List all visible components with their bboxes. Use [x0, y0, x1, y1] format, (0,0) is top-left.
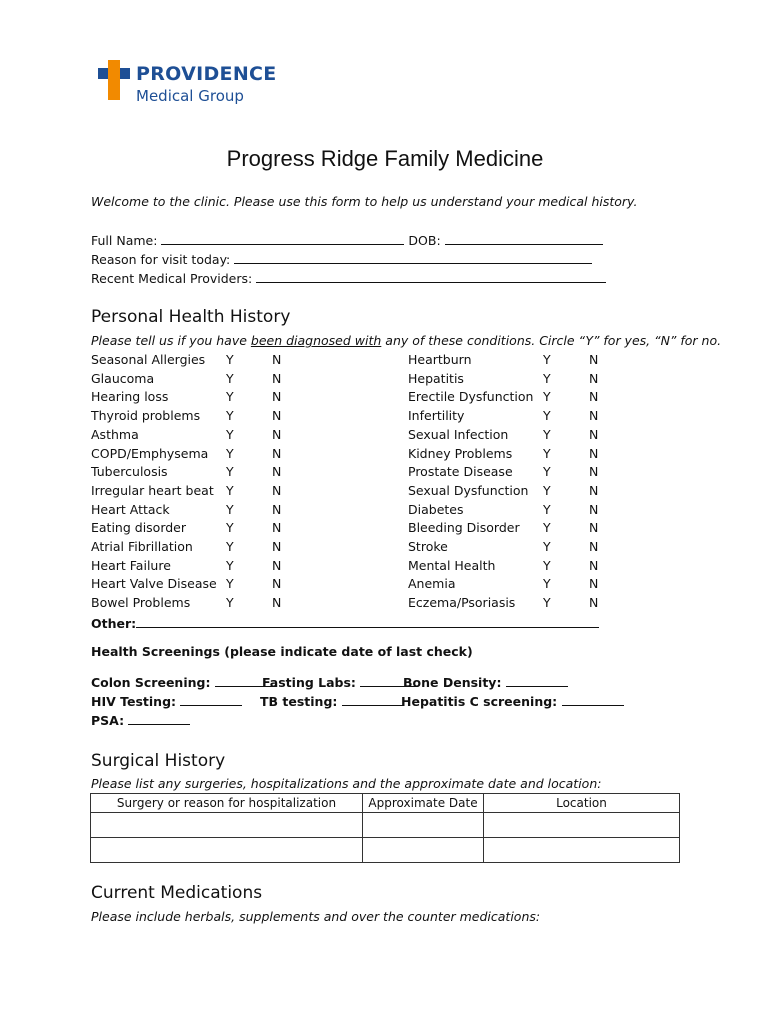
condition-label: Sexual Infection: [408, 426, 509, 442]
yes-option[interactable]: Y: [226, 557, 234, 573]
yes-option[interactable]: Y: [543, 520, 551, 536]
condition-label: Kidney Problems: [408, 445, 513, 461]
condition-row: [91, 595, 411, 614]
logo-subtitle: Medical Group: [136, 87, 244, 105]
condition-label: Hearing loss: [91, 389, 169, 405]
condition-label: Hepatitis: [408, 370, 464, 386]
reason-field[interactable]: [234, 250, 592, 264]
yes-option[interactable]: Y: [226, 595, 234, 611]
hiv-label: HIV Testing:: [91, 694, 177, 709]
table-row: [91, 838, 680, 863]
condition-row: [91, 502, 411, 521]
condition-row: [91, 446, 411, 465]
bone-label: Bone Density:: [403, 675, 502, 690]
condition-label: Irregular heart beat: [91, 482, 214, 498]
no-option[interactable]: N: [589, 520, 599, 536]
condition-row: [408, 576, 728, 595]
yes-option[interactable]: Y: [543, 389, 551, 405]
no-option[interactable]: N: [589, 426, 599, 442]
personal-health-heading: Personal Health History: [91, 307, 291, 327]
yes-option[interactable]: Y: [543, 557, 551, 573]
bone-field[interactable]: [506, 673, 568, 687]
surgical-instruction: Please list any surgeries, hospitalizations and the approximate date and location:: [91, 776, 602, 791]
no-option[interactable]: N: [272, 595, 282, 611]
full-name-row: [91, 231, 603, 248]
yes-option[interactable]: Y: [543, 445, 551, 461]
condition-label: Bleeding Disorder: [408, 520, 520, 536]
no-option[interactable]: N: [272, 464, 282, 480]
condition-row: [408, 558, 728, 577]
yes-option[interactable]: Y: [543, 426, 551, 442]
yes-option[interactable]: Y: [226, 408, 234, 424]
surgical-heading: Surgical History: [91, 751, 226, 771]
tb-field[interactable]: [342, 692, 404, 706]
yes-option[interactable]: Y: [226, 576, 234, 592]
logo-name: PROVIDENCE: [136, 63, 277, 85]
no-option[interactable]: N: [272, 352, 282, 367]
yes-option[interactable]: Y: [226, 445, 234, 461]
no-option[interactable]: N: [272, 426, 282, 442]
welcome-text: Welcome to the clinic. Please use this form to help us understand your medical history.: [91, 194, 638, 209]
yes-option[interactable]: Y: [226, 426, 234, 442]
providers-label: Recent Medical Providers:: [91, 271, 253, 286]
providers-row: [91, 269, 606, 286]
instruction-pre: Please tell us if you have: [91, 333, 251, 348]
condition-label: COPD/Emphysema: [91, 445, 209, 461]
medications-heading: Current Medications: [91, 883, 263, 903]
yes-option[interactable]: Y: [543, 595, 551, 611]
condition-row: [408, 595, 728, 614]
condition-row: [408, 371, 728, 390]
no-option[interactable]: N: [272, 539, 282, 554]
screenings-heading: Health Screenings (please indicate date of last check): [91, 644, 473, 659]
reason-label: Reason for visit today:: [91, 252, 231, 267]
instruction-post: any of these conditions. Circle “Y” for yes, “N” for no.: [381, 333, 722, 348]
no-option[interactable]: N: [589, 389, 599, 405]
full-name-field[interactable]: [161, 231, 404, 245]
hepc-field[interactable]: [562, 692, 624, 706]
no-option[interactable]: N: [589, 464, 599, 480]
surgery-cell[interactable]: [91, 838, 363, 863]
no-option[interactable]: N: [272, 370, 282, 386]
no-option[interactable]: N: [589, 482, 599, 498]
providence-logo: [98, 60, 298, 112]
no-option[interactable]: N: [272, 408, 282, 424]
fasting-row: [262, 673, 418, 690]
condition-label: Atrial Fibrillation: [91, 539, 193, 554]
no-option[interactable]: N: [272, 445, 282, 461]
psa-field[interactable]: [128, 711, 190, 725]
condition-row: [408, 427, 728, 446]
condition-label: Thyroid problems: [91, 408, 201, 424]
no-option[interactable]: N: [589, 445, 599, 461]
dob-field[interactable]: [445, 231, 603, 245]
table-row: [91, 813, 680, 838]
condition-label: Seasonal Allergies: [91, 352, 206, 367]
condition-row: [91, 389, 411, 408]
condition-row: [91, 558, 411, 577]
condition-label: Prostate Disease: [408, 464, 513, 480]
column-header-location: Location: [484, 794, 680, 813]
condition-row: [408, 352, 728, 371]
condition-row: [91, 520, 411, 539]
yes-option[interactable]: Y: [226, 389, 234, 405]
condition-label: Bowel Problems: [91, 595, 191, 611]
no-option[interactable]: N: [589, 352, 599, 367]
no-option[interactable]: N: [589, 595, 599, 611]
no-option[interactable]: N: [589, 576, 599, 592]
condition-label: Tuberculosis: [91, 464, 168, 480]
yes-option[interactable]: Y: [226, 501, 234, 517]
medications-instruction: Please include herbals, supplements and over the counter medications:: [91, 909, 541, 924]
column-header-date: Approximate Date: [363, 794, 484, 813]
no-option[interactable]: N: [589, 539, 599, 554]
yes-option[interactable]: Y: [543, 370, 551, 386]
condition-label: Glaucoma: [91, 370, 155, 386]
no-option[interactable]: N: [589, 408, 599, 424]
yes-option[interactable]: Y: [226, 464, 234, 480]
surgery-cell[interactable]: [91, 813, 363, 838]
yes-option[interactable]: Y: [226, 352, 234, 367]
condition-label: Stroke: [408, 539, 448, 554]
yes-option[interactable]: Y: [226, 370, 234, 386]
no-option[interactable]: N: [589, 557, 599, 573]
reason-row: [91, 250, 592, 267]
colon-row: [91, 673, 277, 690]
condition-row: [91, 464, 411, 483]
yes-option[interactable]: Y: [543, 408, 551, 424]
condition-label: Asthma: [91, 426, 139, 442]
condition-row: [91, 408, 411, 427]
other-row: [91, 614, 599, 631]
cross-icon-center: [108, 68, 120, 79]
tb-row: [260, 692, 404, 709]
no-option[interactable]: N: [272, 482, 282, 498]
condition-row: [408, 502, 728, 521]
full-name-label: Full Name:: [91, 233, 158, 248]
date-cell[interactable]: [363, 838, 484, 863]
condition-label: Erectile Dysfunction: [408, 389, 534, 405]
condition-row: [91, 352, 411, 371]
yes-option[interactable]: Y: [543, 576, 551, 592]
hepc-label: Hepatitis C screening:: [401, 694, 558, 709]
yes-option[interactable]: Y: [543, 352, 551, 367]
condition-row: [408, 483, 728, 502]
condition-label: Heartburn: [408, 352, 472, 367]
no-option[interactable]: N: [272, 557, 282, 573]
condition-label: Sexual Dysfunction: [408, 482, 529, 498]
condition-label: Anemia: [408, 576, 456, 592]
condition-row: [91, 576, 411, 595]
yes-option[interactable]: Y: [543, 482, 551, 498]
condition-row: [408, 520, 728, 539]
no-option[interactable]: N: [272, 520, 282, 536]
surgical-table: [90, 793, 680, 863]
hiv-row: [91, 692, 242, 709]
psa-label: PSA:: [91, 713, 125, 728]
no-option[interactable]: N: [272, 389, 282, 405]
condition-row: [91, 483, 411, 502]
fasting-label: Fasting Labs:: [262, 675, 356, 690]
no-option[interactable]: N: [589, 501, 599, 517]
condition-label: Infertility: [408, 408, 465, 424]
yes-option[interactable]: Y: [543, 501, 551, 517]
personal-health-instruction: [91, 333, 721, 348]
other-field[interactable]: [136, 614, 599, 628]
page-title: Progress Ridge Family Medicine: [226, 146, 544, 171]
condition-row: [408, 464, 728, 483]
condition-label: Eczema/Psoriasis: [408, 595, 516, 611]
dob-label: DOB:: [408, 233, 441, 248]
condition-row: [408, 408, 728, 427]
yes-option[interactable]: Y: [543, 464, 551, 480]
cross-icon: [108, 60, 120, 100]
condition-row: [408, 446, 728, 465]
providers-field[interactable]: [256, 269, 606, 283]
psa-row: [91, 711, 190, 728]
tb-label: TB testing:: [260, 694, 338, 709]
yes-option[interactable]: Y: [226, 482, 234, 498]
yes-option[interactable]: Y: [226, 539, 234, 554]
location-cell[interactable]: [484, 813, 680, 838]
condition-row: [91, 427, 411, 446]
condition-label: Diabetes: [408, 501, 464, 517]
condition-label: Heart Valve Disease: [91, 576, 217, 592]
condition-label: Heart Attack: [91, 501, 170, 517]
colon-label: Colon Screening:: [91, 675, 211, 690]
no-option[interactable]: N: [272, 576, 282, 592]
surgical-table-header: [91, 794, 680, 813]
condition-label: Eating disorder: [91, 520, 187, 536]
condition-row: [408, 389, 728, 408]
no-option[interactable]: N: [272, 501, 282, 517]
bone-row: [403, 673, 568, 690]
no-option[interactable]: N: [589, 370, 599, 386]
other-label: Other:: [91, 616, 137, 631]
column-header-surgery: Surgery or reason for hospitalization: [91, 794, 363, 813]
instruction-underlined: been diagnosed with: [250, 333, 382, 348]
date-cell[interactable]: [363, 813, 484, 838]
hiv-field[interactable]: [180, 692, 242, 706]
yes-option[interactable]: Y: [226, 520, 234, 536]
hepc-row: [401, 692, 624, 709]
condition-row: [91, 539, 411, 558]
location-cell[interactable]: [484, 838, 680, 863]
yes-option[interactable]: Y: [543, 539, 551, 554]
condition-row: [408, 539, 728, 558]
condition-label: Mental Health: [408, 557, 496, 573]
condition-label: Heart Failure: [91, 557, 171, 573]
condition-row: [91, 371, 411, 390]
